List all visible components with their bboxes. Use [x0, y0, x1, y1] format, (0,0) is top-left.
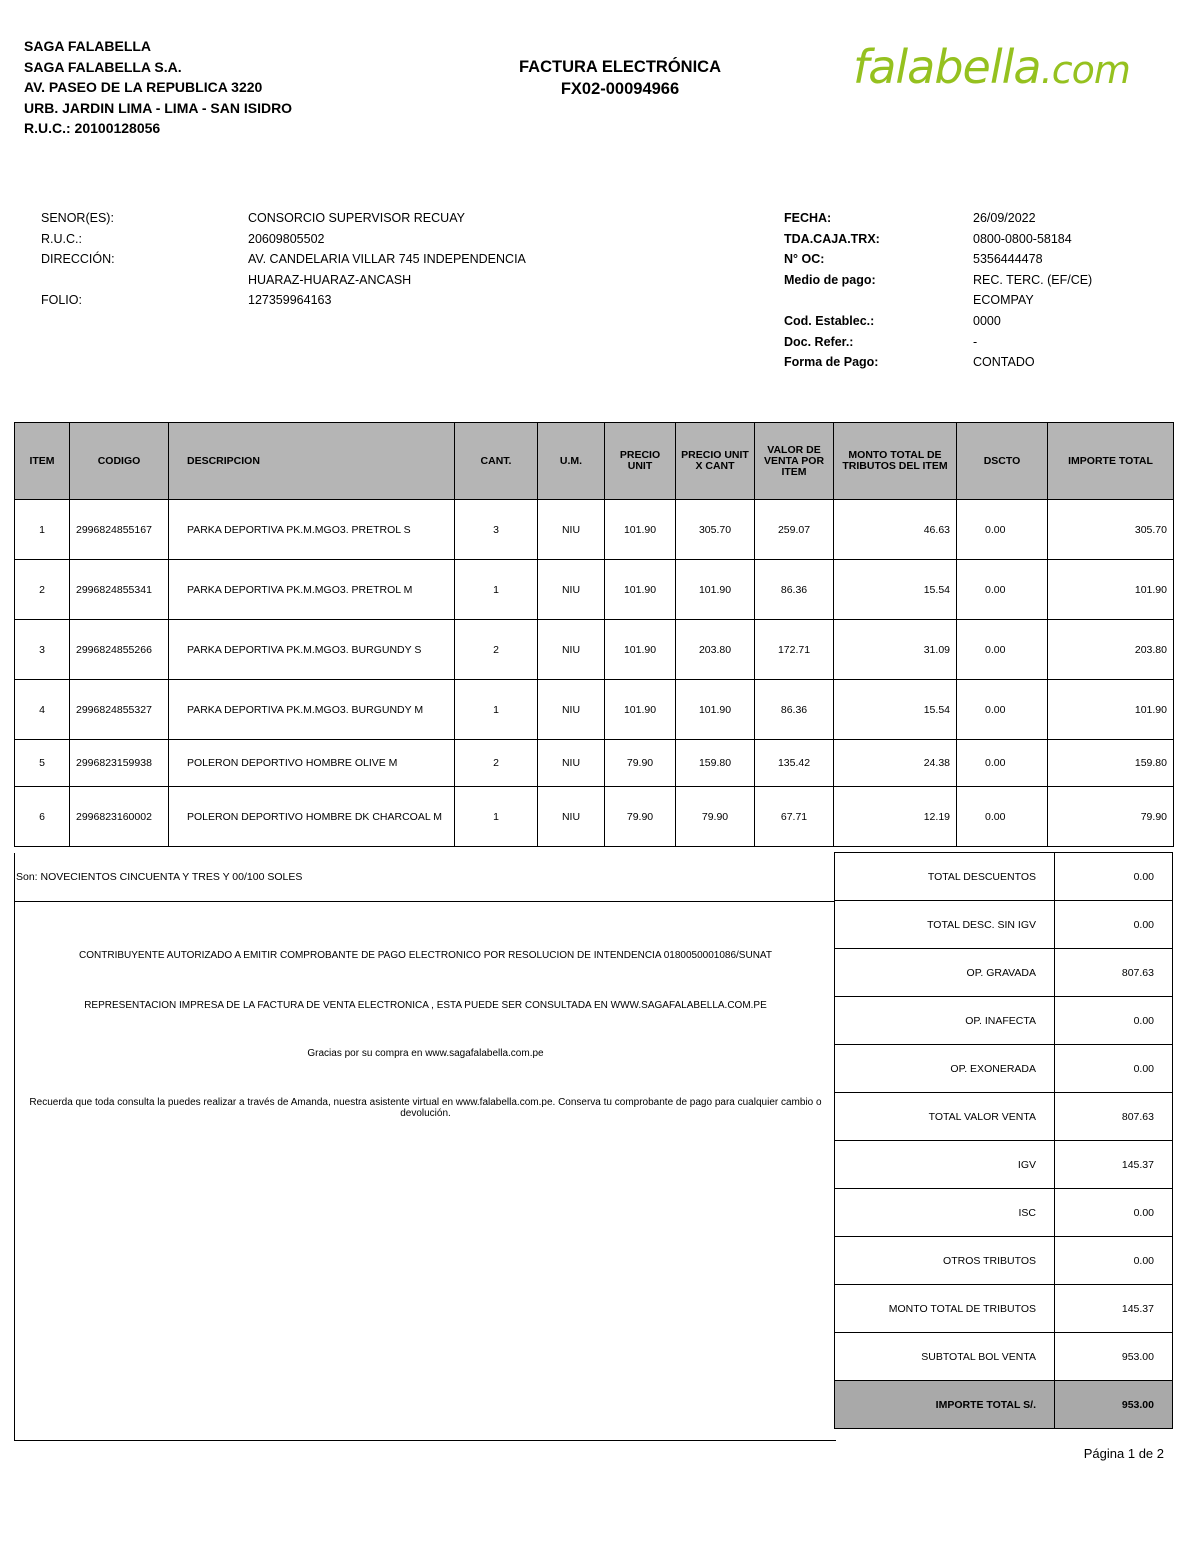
order-oc: 5356444478 [973, 252, 1043, 267]
cell-total: 159.80 [1048, 740, 1174, 787]
document-type: FACTURA ELECTRÓNICA [519, 58, 721, 76]
company-address: AV. PASEO DE LA REPUBLICA 3220 [24, 79, 263, 95]
cell-code: 2996824855167 [70, 500, 169, 560]
cell-item: 5 [15, 740, 70, 787]
column-header: DESCRIPCION [169, 423, 455, 500]
column-header: MONTO TOTAL DE TRIBUTOS DEL ITEM [834, 423, 957, 500]
cell-description: PARKA DEPORTIVA PK.M.MGO3. PRETROL M [169, 560, 455, 620]
amount-in-words: Son: NOVECIENTOS CINCUENTA Y TRES Y 00/100 SOLES [15, 853, 835, 902]
order-label: Medio de pago: [784, 272, 876, 287]
cell-description: PARKA DEPORTIVA PK.M.MGO3. BURGUNDY M [169, 680, 455, 740]
cell-total: 101.90 [1048, 560, 1174, 620]
reminder-note: Recuerda que toda consulta la puedes realizar a través de Amanda, nuestra asistente virtual en www.falabella.com.pe. Conserva tu comprobante de pago para cualquier cambio o devolución. [29, 1097, 822, 1119]
cell-um: NIU [538, 620, 605, 680]
cell-description: POLERON DEPORTIVO HOMBRE DK CHARCOAL M [169, 787, 455, 847]
cell-discount: 0.00 [957, 680, 1048, 740]
cell-item: 6 [15, 787, 70, 847]
order-payment-form: CONTADO [973, 355, 1035, 370]
totals-row [835, 1189, 1173, 1237]
customer-ruc: 20609805502 [248, 231, 325, 246]
totals-row [835, 1141, 1173, 1189]
customer-name: CONSORCIO SUPERVISOR RECUAY [248, 211, 465, 225]
cell-taxes: 46.63 [834, 500, 957, 560]
table-row [15, 500, 1174, 560]
cell-sale-value: 86.36 [755, 680, 834, 740]
totals-row [835, 901, 1173, 949]
cell-item: 3 [15, 620, 70, 680]
totals-row [835, 1045, 1173, 1093]
cell-qty: 2 [455, 740, 538, 787]
customer-label: DIRECCIÓN: [41, 252, 115, 267]
cell-unit-price: 101.90 [605, 620, 676, 680]
cell-um: NIU [538, 680, 605, 740]
cell-code: 2996823159938 [70, 740, 169, 787]
totals-label: TOTAL DESCUENTOS [835, 853, 1055, 901]
cell-taxes: 31.09 [834, 620, 957, 680]
order-trx: 0800-0800-58184 [973, 231, 1072, 246]
cell-um: NIU [538, 500, 605, 560]
cell-um: NIU [538, 740, 605, 787]
totals-row [835, 1333, 1173, 1381]
order-label: Forma de Pago: [784, 355, 879, 370]
document-number: FX02-00094966 [560, 80, 680, 98]
order-labels [784, 208, 880, 373]
cell-total: 79.90 [1048, 787, 1174, 847]
cell-taxes: 12.19 [834, 787, 957, 847]
table-header-row [15, 423, 1174, 500]
cell-code: 2996824855327 [70, 680, 169, 740]
totals-value: 0.00 [1055, 1189, 1173, 1237]
cell-code: 2996823160002 [70, 787, 169, 847]
column-header: PRECIO UNIT [605, 423, 676, 500]
company-ruc: R.U.C.: 20100128056 [24, 120, 161, 136]
customer-city: HUARAZ-HUARAZ-ANCASH [248, 272, 412, 287]
cell-taxes: 24.38 [834, 740, 957, 787]
cell-taxes: 15.54 [834, 680, 957, 740]
cell-price-x-qty: 305.70 [676, 500, 755, 560]
cell-description: POLERON DEPORTIVO HOMBRE OLIVE M [169, 740, 455, 787]
totals-label: MONTO TOTAL DE TRIBUTOS [835, 1285, 1055, 1333]
order-values [973, 208, 1092, 373]
totals-value: 0.00 [1055, 1237, 1173, 1285]
cell-taxes: 15.54 [834, 560, 957, 620]
totals-value: 0.00 [1055, 901, 1173, 949]
cell-qty: 1 [455, 560, 538, 620]
cell-sale-value: 67.71 [755, 787, 834, 847]
order-label: N° OC: [784, 252, 825, 267]
cell-um: NIU [538, 787, 605, 847]
customer-label: FOLIO: [41, 293, 82, 308]
column-header: IMPORTE TOTAL [1048, 423, 1174, 500]
cell-price-x-qty: 159.80 [676, 740, 755, 787]
page-indicator: Página 1 de 2 [1083, 1446, 1164, 1461]
cell-description: PARKA DEPORTIVA PK.M.MGO3. BURGUNDY S [169, 620, 455, 680]
column-header: CANT. [455, 423, 538, 500]
cell-description: PARKA DEPORTIVA PK.M.MGO3. PRETROL S [169, 500, 455, 560]
totals-value: 953.00 [1055, 1333, 1173, 1381]
cell-unit-price: 79.90 [605, 787, 676, 847]
totals-row [835, 1237, 1173, 1285]
cell-qty: 2 [455, 620, 538, 680]
cell-discount: 0.00 [957, 787, 1048, 847]
cell-qty: 1 [455, 787, 538, 847]
table-row [15, 680, 1174, 740]
totals-label: OP. GRAVADA [835, 949, 1055, 997]
order-date: 26/09/2022 [973, 211, 1036, 225]
table-row [15, 560, 1174, 620]
cell-um: NIU [538, 560, 605, 620]
representation-note: REPRESENTACION IMPRESA DE LA FACTURA DE VENTA ELECTRONICA , ESTA PUEDE SER CONSULTADA EN WWW.SAGAFALABELLA.COM.PE [84, 1000, 767, 1011]
cell-sale-value: 259.07 [755, 500, 834, 560]
totals-value: 0.00 [1055, 1045, 1173, 1093]
notes-section [14, 853, 836, 1441]
company-district: URB. JARDIN LIMA - LIMA - SAN ISIDRO [24, 99, 293, 116]
totals-label: TOTAL DESC. SIN IGV [835, 901, 1055, 949]
column-header: U.M. [538, 423, 605, 500]
column-header: PRECIO UNIT X CANT [676, 423, 755, 500]
cell-qty: 3 [455, 500, 538, 560]
cell-total: 305.70 [1048, 500, 1174, 560]
customer-values [248, 208, 526, 311]
order-label: Cod. Establec.: [784, 313, 875, 328]
cell-discount: 0.00 [957, 560, 1048, 620]
totals-value: 0.00 [1055, 853, 1173, 901]
totals-value: 807.63 [1055, 1093, 1173, 1141]
grand-total-value: 953.00 [1055, 1381, 1173, 1429]
totals-value: 0.00 [1055, 997, 1173, 1045]
cell-price-x-qty: 101.90 [676, 560, 755, 620]
order-establishment: 0000 [973, 313, 1001, 328]
cell-sale-value: 172.71 [755, 620, 834, 680]
cell-total: 101.90 [1048, 680, 1174, 740]
customer-label: SENOR(ES): [41, 211, 114, 225]
totals-label: OP. INAFECTA [835, 997, 1055, 1045]
cell-unit-price: 79.90 [605, 740, 676, 787]
cell-price-x-qty: 203.80 [676, 620, 755, 680]
customer-address: AV. CANDELARIA VILLAR 745 INDEPENDENCIA [248, 252, 526, 267]
table-row [15, 620, 1174, 680]
cell-price-x-qty: 101.90 [676, 680, 755, 740]
totals-row [835, 853, 1173, 901]
totals-row [835, 949, 1173, 997]
document-title [440, 56, 800, 100]
cell-price-x-qty: 79.90 [676, 787, 755, 847]
totals-label: OTROS TRIBUTOS [835, 1237, 1055, 1285]
cell-unit-price: 101.90 [605, 560, 676, 620]
cell-total: 203.80 [1048, 620, 1174, 680]
authorization-note: CONTRIBUYENTE AUTORIZADO A EMITIR COMPROBANTE DE PAGO ELECTRONICO POR RESOLUCION DE INTENDENCIA 0180050001086/SUNAT [79, 950, 772, 961]
cell-discount: 0.00 [957, 500, 1048, 560]
column-header: ITEM [15, 423, 70, 500]
order-reference: - [973, 334, 978, 349]
customer-labels [41, 208, 115, 311]
customer-label: R.U.C.: [41, 231, 82, 246]
totals-row [835, 1285, 1173, 1333]
column-header: DSCTO [957, 423, 1048, 500]
totals-label: TOTAL VALOR VENTA [835, 1093, 1055, 1141]
cell-unit-price: 101.90 [605, 680, 676, 740]
table-row [15, 787, 1174, 847]
column-header: VALOR DE VENTA POR ITEM [755, 423, 834, 500]
totals-value: 807.63 [1055, 949, 1173, 997]
order-label: FECHA: [784, 211, 832, 225]
falabella-logo [853, 40, 1130, 94]
totals-table [834, 852, 1173, 1429]
company-name: SAGA FALABELLA [24, 38, 152, 54]
company-header [24, 36, 292, 139]
cell-item: 2 [15, 560, 70, 620]
cell-unit-price: 101.90 [605, 500, 676, 560]
items-table [14, 422, 1174, 847]
cell-discount: 0.00 [957, 620, 1048, 680]
order-label: Doc. Refer.: [784, 334, 854, 349]
cell-code: 2996824855266 [70, 620, 169, 680]
cell-code: 2996824855341 [70, 560, 169, 620]
cell-discount: 0.00 [957, 740, 1048, 787]
grand-total-row [835, 1381, 1173, 1429]
company-legal-name: SAGA FALABELLA S.A. [24, 58, 182, 75]
table-row [15, 740, 1174, 787]
cell-sale-value: 135.42 [755, 740, 834, 787]
totals-label: SUBTOTAL BOL VENTA [835, 1333, 1055, 1381]
column-header: CODIGO [70, 423, 169, 500]
order-payment-provider: ECOMPAY [973, 293, 1034, 308]
totals-row [835, 997, 1173, 1045]
cell-qty: 1 [455, 680, 538, 740]
logo-tld: .com [1040, 48, 1130, 92]
cell-sale-value: 86.36 [755, 560, 834, 620]
thanks-note: Gracias por su compra en www.sagafalabella.com.pe [307, 1048, 544, 1059]
order-payment-method: REC. TERC. (EF/CE) [973, 272, 1093, 287]
totals-label: OP. EXONERADA [835, 1045, 1055, 1093]
order-label [784, 290, 880, 311]
grand-total-label: IMPORTE TOTAL S/. [835, 1381, 1055, 1429]
cell-item: 1 [15, 500, 70, 560]
customer-label [41, 270, 115, 291]
totals-row [835, 1093, 1173, 1141]
cell-item: 4 [15, 680, 70, 740]
totals-value: 145.37 [1055, 1285, 1173, 1333]
totals-label: IGV [835, 1141, 1055, 1189]
totals-value: 145.37 [1055, 1141, 1173, 1189]
order-label: TDA.CAJA.TRX: [784, 231, 880, 246]
totals-label: ISC [835, 1189, 1055, 1237]
customer-folio: 127359964163 [248, 293, 332, 308]
logo-brand: falabella [853, 40, 1041, 94]
